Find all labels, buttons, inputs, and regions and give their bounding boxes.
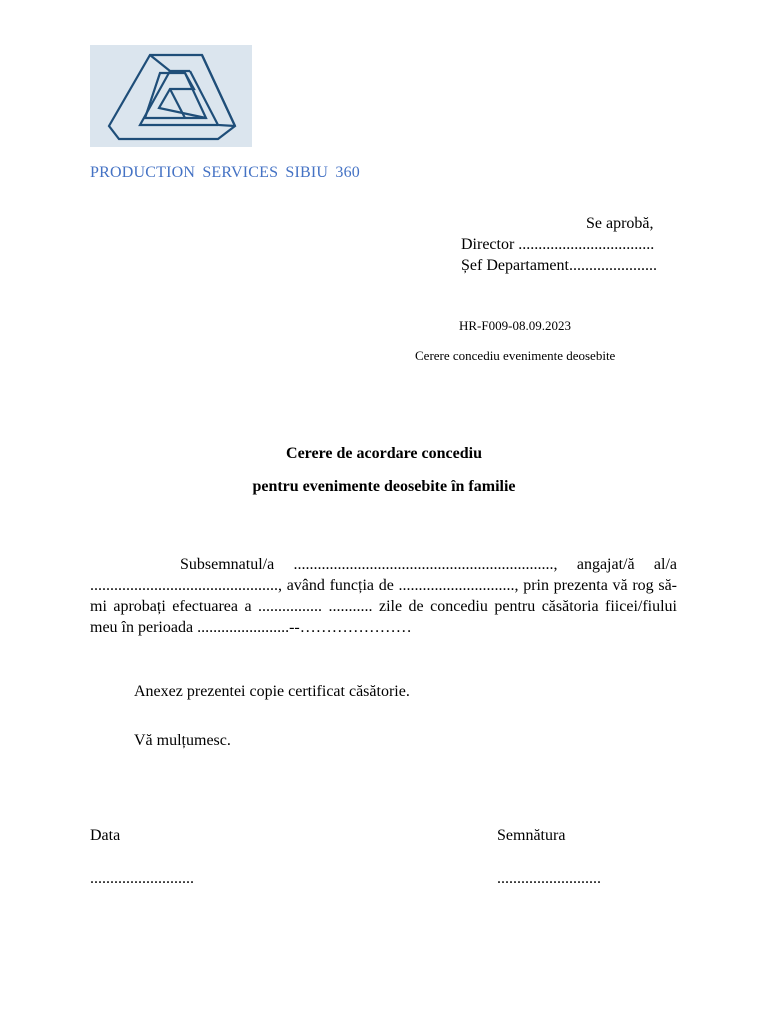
approval-director-line: Director .................................. <box>461 236 655 253</box>
signature-label: Semnătura <box>497 827 566 844</box>
approval-department-head-line: Șef Departament...................... <box>461 257 657 274</box>
request-body-paragraph: Subsemnatul/a ................................................................., angajat/ă al/a ..............................................., având funcția de ............................., prin prezenta vă rog să-mi aprobați efectuarea a ................ ........... zile de concediu pentru căsătoria fiicei/fiului meu în perioada .......................--………………… <box>90 556 677 636</box>
form-code: HR-F009-08.09.2023 <box>459 318 571 333</box>
annex-paragraph: Anexez prezentei copie certificat căsătorie. <box>134 683 410 700</box>
company-name: PRODUCTION SERVICES SIBIU 360 <box>90 164 360 181</box>
document-title-line-2: pentru evenimente deosebite în familie <box>252 478 516 495</box>
approval-title: Se aprobă, <box>586 215 654 232</box>
company-logo <box>90 45 252 147</box>
date-field-line: .......................... <box>90 870 194 887</box>
form-name: Cerere concediu evenimente deosebite <box>415 348 616 363</box>
thanks-paragraph: Vă mulțumesc. <box>134 732 231 749</box>
triangle-logo-icon <box>90 45 252 147</box>
signature-field-line: .......................... <box>497 870 601 887</box>
date-label: Data <box>90 827 121 844</box>
document-title-line-1: Cerere de acordare concediu <box>286 445 482 462</box>
